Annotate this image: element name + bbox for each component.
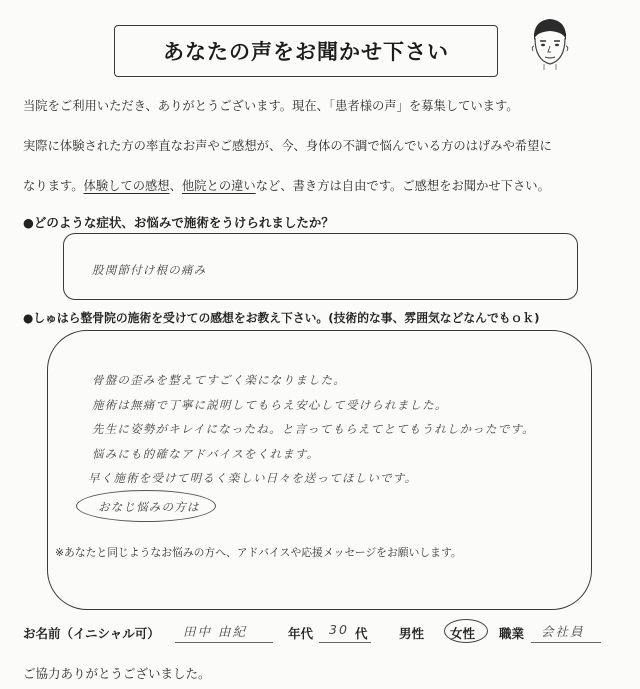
age-label: 年代 (288, 626, 314, 641)
question-1-label: ●どのような症状、お悩みで施術をうけられましたか？ (23, 215, 334, 230)
intro-line-2: 実際に体験された方の率直なお声やご感想が、今、身体の不調で悩んでいる方のはげみや希望に (23, 139, 552, 153)
underline-difference: 他院との違い (181, 179, 256, 193)
thanks-text: ご協力ありがとうございました。 (23, 666, 211, 681)
staff-portrait-icon (524, 14, 576, 80)
answer-2-line-6: おなじ悩みの方は (98, 500, 200, 514)
job-label: 職業 (499, 626, 525, 641)
underline-experience: 体験しての感想 (83, 179, 170, 193)
age-suffix: 代 (355, 626, 368, 641)
question-2-label: ●しゅはら整骨院の施術を受けての感想をお教え下さい。(技術的な事、雰囲気などなんでもｏｋ) (23, 311, 540, 325)
answer-2-line-3: 先生に姿勢がキレイになったね。と言ってもらえてとてもうれしかったです。 (92, 422, 535, 436)
name-underline (175, 642, 273, 643)
name-label: お名前（イニシャル可） (23, 626, 160, 641)
answer-1-text: 股関節付け根の痛み (92, 263, 207, 277)
intro-line-3: なります。体験しての感想、他院との違いなど、書き方は自由です。ご感想をお聞かせ下さい。 (23, 179, 550, 193)
female-option: 女性 (450, 626, 476, 641)
answer-2-line-4: 悩みにも的確なアドバイスをくれます。 (92, 447, 320, 461)
male-option: 男性 (399, 626, 425, 641)
message-note: ※あなたと同じようなお悩みの方へ、アドバイスや応援メッセージをお願いします。 (55, 546, 462, 559)
job-value: 会社員 (541, 624, 585, 639)
age-underline (319, 642, 371, 643)
page-title: あなたの声をお聞かせ下さい (114, 25, 498, 77)
answer-2-line-2: 施術は無痛で丁寧に説明してもらえ安心して受けられました。 (92, 398, 448, 412)
respondent-info-row (23, 620, 623, 646)
answer-2-line-1: 骨盤の歪みを整えてすごく楽になりました。 (92, 373, 346, 387)
answer-2-line-5: 早く施術を受けて明るく楽しい日々を送ってほしいです。 (88, 471, 418, 485)
name-value: 田中 由紀 (183, 624, 247, 639)
job-underline (531, 642, 601, 643)
intro-line-1: 当院をご利用いただき、ありがとうございます。現在、「患者様の声」を募集しています。 (23, 99, 519, 113)
age-value: 30 (329, 622, 349, 637)
